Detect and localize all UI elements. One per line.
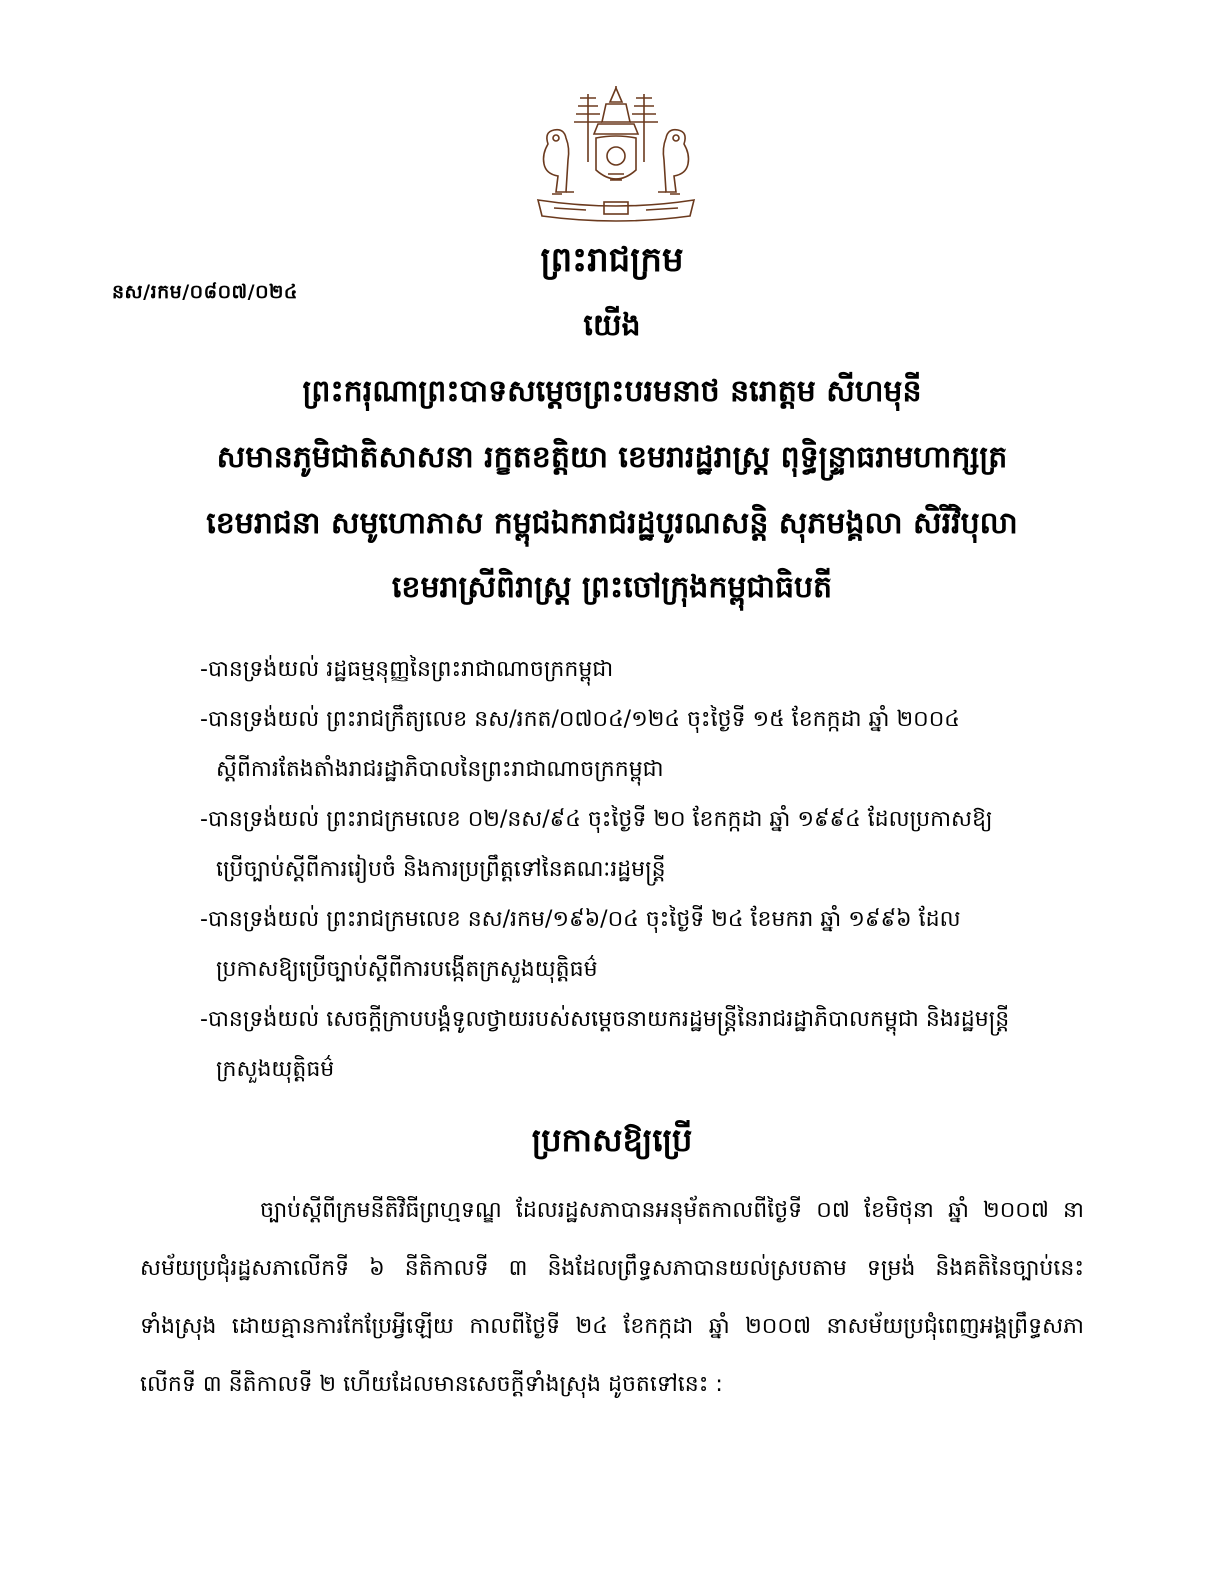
visa-item [200,695,1084,795]
royal-coat-of-arms [526,84,706,226]
document-subtitle: យើង [583,308,641,343]
royal-title-line: ខេមរាស្រីពិរាស្ត្រ ព្រះចៅក្រុងកម្ពុជាធិបតី [391,570,833,605]
royal-title-line: ខេមរាជនា សមូហោភាស កម្ពុជឯករាជរដ្ឋបូរណសន្តិ សុភមង្គលា សិរីវិបុលា [206,506,1018,541]
visa-text-continued: ប្រកាសឱ្យប្រើច្បាប់ស្តីពីការបង្កើតក្រសួងយុត្តិធម៌ [216,957,598,982]
visa-item [200,795,1084,895]
visa-text: -បានទ្រង់យល់ ព្រះរាជក្រមលេខ នស/រកម/១៩៦/០៤ ចុះថ្ងៃទី ២៤ ខែមករា ឆ្នាំ ១៩៩៦ ដែល [200,907,961,932]
reference-number: នស/រកម/០៨០៧/០២៤ [112,281,298,303]
visa-text-continued: ក្រសួងយុត្តិធម៌ [216,1057,335,1082]
visa-text-continued: ប្រើច្បាប់ស្តីពីការរៀបចំ និងការប្រព្រឹត្តទៅនៃគណៈរដ្ឋមន្ត្រី [216,857,666,882]
visa-text: -បានទ្រង់យល់ សេចក្តីក្រាបបង្គំទូលថ្វាយរបស់សម្តេចនាយករដ្ឋមន្ត្រីនៃរាជរដ្ឋាភិបាលកម្ពុជា និងរដ្ឋមន្ត្រី [200,1007,1010,1032]
promulgation-paragraph: ច្បាប់ស្តីពីក្រមនីតិវិធីព្រហ្មទណ្ឌ ដែលរដ្ឋសភាបានអនុម័តកាលពីថ្ងៃទី ០៧ ខែមិថុនា ឆ្នាំ ២០០៧ នាសម័យប្រជុំរដ្ឋសភាលើកទី ៦ នីតិកាលទី ៣ និងដែលព្រឹទ្ធសភាបានយល់ស្របតាម ទម្រង់ និងគតិនៃច្បាប់នេះ ទាំងស្រុង ដោយគ្មានការកែប្រែអ្វីឡើយ កាលពីថ្ងៃទី ២៤ ខែកក្កដា ឆ្នាំ ២០០៧ នាសម័យប្រជុំពេញអង្គព្រឹទ្ធសភា លើកទី ៣ នីតិកាលទី ២ ហើយដែលមានសេចក្តីទាំងស្រុង ដូចតទៅនេះ : [140,1198,1084,1397]
visa-text-continued: ស្តីពីការតែងតាំងរាជរដ្ឋាភិបាលនៃព្រះរាជាណាចក្រកម្ពុជា [216,757,664,782]
royal-title-line: ព្រះករុណាព្រះបាទសម្តេចព្រះបរមនាថ នរោត្តម សីហមុនី [302,374,922,409]
visa-item [200,995,1084,1095]
promulgation-heading: ប្រកាសឱ្យប្រើ [531,1121,693,1159]
visa-text: -បានទ្រង់យល់ ព្រះរាជក្រមលេខ ០២/នស/៩៤ ចុះថ្ងៃទី ២០ ខែកក្កដា ឆ្នាំ ១៩៩៤ ដែលប្រកាសឱ្យ [200,807,993,832]
visa-text: -បានទ្រង់យល់ ព្រះរាជក្រឹត្យលេខ នស/រកត/០៧០៤/១២៤ ចុះថ្ងៃទី ១៥ ខែកក្កដា ឆ្នាំ ២០០៤ [200,707,960,732]
document-title: ព្រះរាជក្រម [540,240,684,280]
visa-item [200,645,1084,695]
visa-item [200,895,1084,995]
visa-text: -បានទ្រង់យល់ រដ្ឋធម្មនុញ្ញនៃព្រះរាជាណាចក្រកម្ពុជា [200,657,614,682]
royal-title-line: សមានភូមិជាតិសាសនា រក្ខតខត្តិយា ខេមរារដ្ឋរាស្ត្រ ពុទ្ធិន្ទ្រាធរាមហាក្សត្រ [216,440,1008,475]
